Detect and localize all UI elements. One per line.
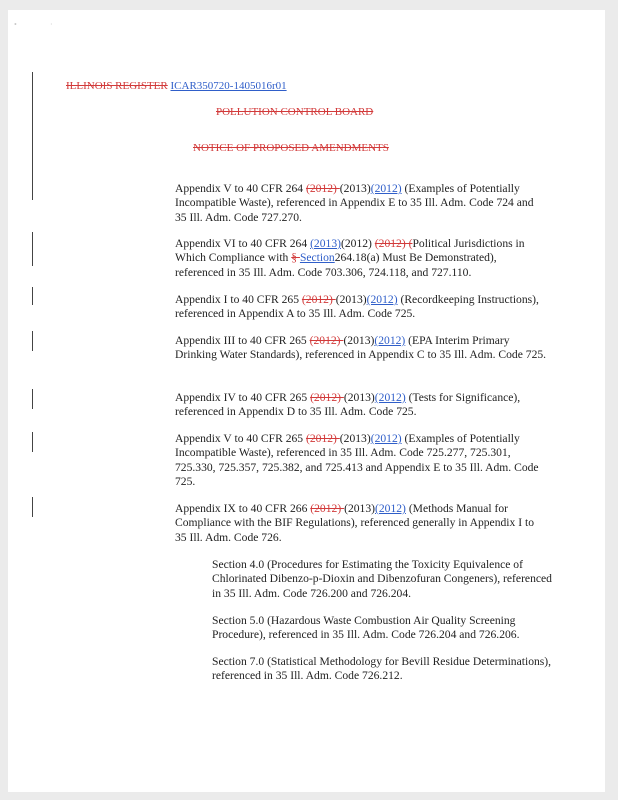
change-bar (32, 432, 33, 452)
register-inserted: ICAR350720-1405016r01 (170, 80, 287, 92)
scan-speck: · (50, 20, 53, 29)
appendix-entry: Appendix III to 40 CFR 265 (2012) (2013)(2012) (EPA Interim Primary Drinking Water Standards), referenced in Appendix C to 35 Ill. Adm. Code 725. (175, 334, 547, 362)
appendix-entry: Appendix IX to 40 CFR 266 (2012) (2013)(2012) (Methods Manual for Compliance with the BIF Regulations), referenced generally in Appendix I to 35 Ill. Adm. Code 726. (175, 502, 534, 544)
change-bar (32, 389, 33, 409)
appendix-entry: Appendix V to 40 CFR 265 (2012) (2013)(2012) (Examples of Potentially Incompatible Waste), referenced in 35 Ill. Adm. Code 725.277, 725.301, 725.330, 725.357, 725.382, and 725.413 and Appendix E to 35 Ill. Adm. Code 725. (175, 432, 539, 489)
subsection-entry: Section 7.0 (Statistical Methodology for Bevill Residue Determinations), referenced in 35 Ill. Adm. Code 726.212. (212, 655, 552, 683)
document-page (8, 10, 605, 792)
register-deleted: ILLINOIS REGISTER (66, 80, 168, 92)
subsection-entry: Section 5.0 (Hazardous Waste Combustion Air Quality Screening Procedure), referenced in 35 Ill. Adm. Code 726.204 and 726.206. (212, 614, 520, 642)
subsection-entry: Section 4.0 (Procedures for Estimating the Toxicity Equivalence of Chlorinated Dibenzo-p-Dioxin and Dibenzofuran Congeners), referenced in 35 Ill. Adm. Code 726.200 and 726.204. (212, 558, 552, 600)
notice-heading: NOTICE OF PROPOSED AMENDMENTS (193, 142, 389, 154)
board-heading: POLLUTION CONTROL BOARD (216, 106, 374, 118)
appendix-entry: Appendix IV to 40 CFR 265 (2012) (2013)(2012) (Tests for Significance), referenced in Appendix D to 35 Ill. Adm. Code 725. (175, 391, 521, 419)
register-header (66, 80, 287, 93)
change-bar (32, 287, 33, 305)
change-bar (32, 331, 33, 351)
appendix-entry: Appendix VI to 40 CFR 264 (2013)(2012) (2012) (Political Jurisdictions in Which Compliance with § Section264.18(a) Must Be Demonstrated), referenced in 35 Ill. Adm. Code 703.306, 724.118, and 727.110. (175, 237, 525, 279)
appendix-entry: Appendix I to 40 CFR 265 (2012) (2013)(2012) (Recordkeeping Instructions), referenced in Appendix A to 35 Ill. Adm. Code 725. (175, 293, 539, 321)
scan-speck: • (14, 20, 17, 29)
change-bar (32, 232, 33, 266)
change-bar (32, 497, 33, 517)
change-bar (32, 72, 33, 200)
appendix-entry: Appendix V to 40 CFR 264 (2012) (2013)(2012) (Examples of Potentially Incompatible Waste), referenced in Appendix E to 35 Ill. Adm. Code 724 and 35 Ill. Adm. Code 727.270. (175, 182, 534, 224)
